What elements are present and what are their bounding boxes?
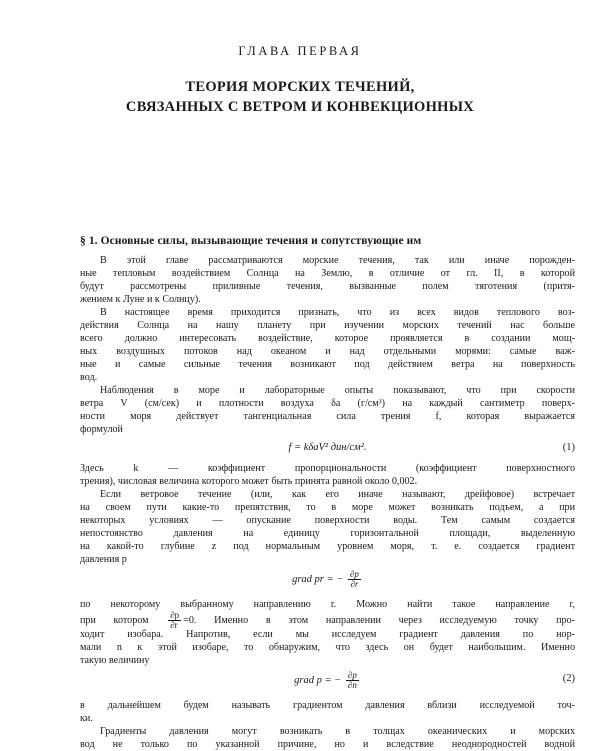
- paragraph-5: [80, 488, 575, 566]
- equation-1: [80, 436, 575, 462]
- equation-formula: f = kδaV² дин/см².: [288, 442, 367, 453]
- chapter-title-line-2: СВЯЗАННЫХ С ВЕТРОМ И КОНВЕКЦИОННЫХ: [125, 99, 475, 115]
- text-line: В этой главе рассматриваются морские течения, так или иначе порожден-: [100, 255, 575, 266]
- paragraph-8: [80, 725, 575, 751]
- equation-lhs: grad pr = −: [292, 573, 344, 585]
- fraction-numerator: ∂p: [349, 569, 359, 579]
- text-line: ки.: [80, 713, 93, 724]
- text-line: вод.: [80, 372, 98, 383]
- text-line: трения), числовая величина которого может быть принята равной около 0,002.: [80, 476, 418, 487]
- fraction: [346, 671, 359, 690]
- fraction-numerator: ∂p: [170, 611, 180, 620]
- text-line: давления p: [80, 554, 127, 565]
- text-line: формулой: [80, 424, 123, 435]
- text-line: ветра V (см/сек) и плотности воздуха δa (г/см³) на каждый сантиметр поверх-: [80, 398, 575, 409]
- fraction-denominator: ∂n: [347, 680, 357, 690]
- inline-text: при котором: [80, 614, 149, 626]
- text-line: в дальнейшем будем называть градиентом давления вблизи исследуемой точ-: [80, 700, 575, 711]
- text-line: ные и самые сильные течения возникают под действием ветра на поверхность: [80, 359, 575, 370]
- fraction: [348, 570, 361, 589]
- section-heading: § 1. Основные силы, вызывающие течения и сопутствующие им: [80, 235, 422, 247]
- equation-lhs: grad p = −: [294, 674, 342, 686]
- text-line: вод не только по указанной причине, но и вследствие неоднородностей водной: [80, 739, 575, 750]
- text-line: будут рассмотрены приливные течения, вызванные полем тяготения (притя-: [80, 281, 575, 292]
- chapter-title: [0, 77, 600, 117]
- text-line: мали n к этой изобаре, то обнаружим, что здесь он будет наибольшим. Именно: [80, 642, 575, 653]
- text-line: жением к Луне и к Солнцу).: [80, 294, 201, 305]
- text-line: такую величину: [80, 655, 150, 666]
- equation-formula: [80, 570, 575, 589]
- equation-formula: [80, 671, 575, 690]
- paragraph-2: [80, 306, 575, 384]
- text-line: на какой-то глубине z под нормальным уровнем моря, т. е. создается градиент: [80, 541, 575, 552]
- text-line: на своем пути какие-то препятствия, то в море может возникать подъем, а при: [80, 502, 575, 513]
- inline-text: =0. Именно в этом направлении через исследуемую точку про-: [183, 614, 575, 626]
- inline-fraction: [168, 611, 181, 628]
- paragraph-4: [80, 462, 575, 488]
- text-line: ходит изобара. Напротив, если мы исследуем градиент давления по нор-: [80, 629, 575, 640]
- text-line: непостоянство давления на единицу горизонтальной площади, выделенную: [80, 528, 575, 539]
- fraction-numerator: ∂p: [347, 670, 357, 680]
- fraction-denominator: ∂r: [350, 579, 359, 589]
- text-line: действия Солнца на нашу планету при изучении морских течений нас больше: [80, 320, 575, 331]
- body-text: [80, 254, 575, 751]
- text-line: В настоящее время приходится признать, что из всех видов теплового воз-: [100, 307, 575, 318]
- chapter-label: ГЛАВА ПЕРВАЯ: [238, 44, 362, 58]
- chapter-title-line-1: ТЕОРИЯ МОРСКИХ ТЕЧЕНИЙ,: [185, 79, 415, 95]
- paragraph-3: [80, 384, 575, 436]
- text-line: ности моря действует тангенциальная сила трения f, которая выражается: [80, 411, 575, 422]
- text-line: по некоторому выбранному направлению r. Можно найти такое направление r,: [80, 599, 575, 610]
- equation-gradient-r: [80, 566, 575, 598]
- fraction-denominator: ∂r: [170, 620, 178, 628]
- text-line: Если ветровое течение (или, как его иначе называют, дрейфовое) встречает: [100, 489, 575, 500]
- paragraph-7: [80, 699, 575, 725]
- text-line: Градиенты давления могут возникать в толщах океанических и морских: [100, 726, 575, 737]
- paragraph-1: [80, 254, 575, 306]
- paragraph-6: [80, 598, 575, 667]
- equation-number: (1): [562, 442, 575, 453]
- text-line: некоторых условиях — опускание поверхности воды. Тем самым создается: [80, 515, 575, 526]
- text-line: всего должно интересовать воздействие, которое проявляется в создании мощ-: [80, 333, 575, 344]
- text-line-with-fraction: [80, 611, 575, 628]
- text-line: ных воздушных потоков над океаном и над отдельными морями: самые важ-: [80, 346, 575, 357]
- text-line: Наблюдения в море и лабораторные опыты показывают, что при скорости: [100, 385, 575, 396]
- text-line: ные тепловым воздействием Солнца на Землю, в отличие от гл. II, в которой: [80, 268, 575, 279]
- equation-2: [80, 667, 575, 699]
- equation-number: (2): [562, 673, 575, 684]
- text-line: Здесь k — коэффициент пропорциональности (коэффициент поверхностного: [80, 463, 575, 474]
